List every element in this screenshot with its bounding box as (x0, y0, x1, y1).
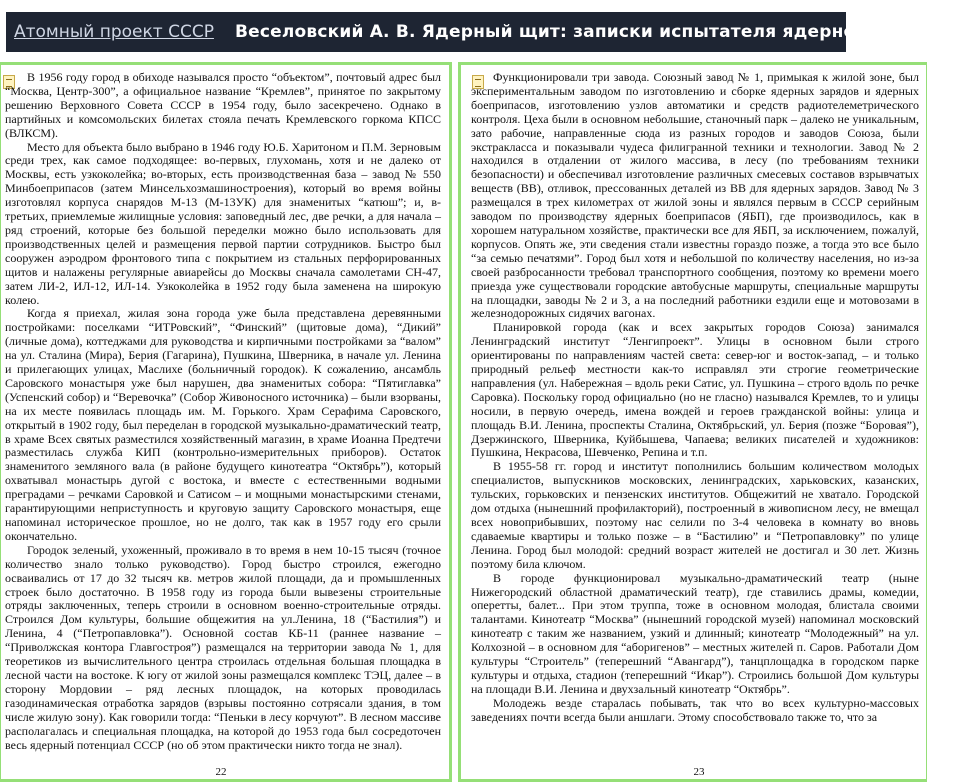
paragraph: В 1955-58 гг. город и институт пополнились большим количеством молодых специалистов, выпускников московских, ленинградских, харьковских, казанских, тульских, горьковских и пензенских институтов. Общежитий не хватало. Городской дом отдыха (нынешний профилакторий), построенный в живописном лесу, не вмещал всех новоприбывших, поэтому нас селили по 3-4 человека в комнату во вновь сдаваемые квартиры и только позже – в “Бастилию” и “Петропавловку” по улице Ленина. Город был молодой: средний возраст жителей не достигал и 30 лет. Жизнь поэтому била ключом. (471, 459, 919, 571)
page-22[interactable] (0, 62, 452, 782)
paragraph: Городок зеленый, ухоженный, проживало в то время в нем 10-15 тысяч (точное количество знало только руководство). Город быстро строился, ежегодно осваивались от 17 до 32 тысяч кв. метров жилой площади, да и промышленных строек было достаточно. В 1958 году из города были вывезены строительные отряды заключенных, теперь строили в основном военно-строительные отряды. Строился Дом культуры, большие общежития на ул.Ленина, 18 (“Бастилия”) и Ленина, 4 (“Петропавловка”). Основной состав КБ-11 (раннее название – “Приволжская контора Главгостроя”) размещался на территории завода № 1, для теоретиков из вычислительного центра строилась отдельная большая площадка в лесной части на востоке. К югу от жилой зоны размещался комплекс ТЭЦ, далее – в сторону Мордовии – ряд лесных площадок, на которых проводилась газодинамическая отработка зарядов (взрывы постоянно сотрясали здания, в том числе жилую зону). Как говорили тогда: “Пеньки в лесу корчуют”. В лесном массиве располагалась и специальная площадка, на которой до 1953 года был сосредоточен весь ядерный потенциал СССР (но об этом практически никто тогда не знал). (5, 542, 441, 752)
document-title-bar (6, 12, 978, 52)
paragraph: В 1956 году город в обиходе назывался просто “объектом”, почтовый адрес был “Москва, Центр-300”, а официальное название “Кремлев”, принятое по закрытому решению Верховного Совета СССР в 1954 году, было засекречено. Однако в партийных и комсомольских билетах стояла печать Кремлевского горкома КПСС (ВЛКСМ). (5, 70, 441, 140)
paragraph: Место для объекта было выбрано в 1946 году Ю.Б. Харитоном и П.М. Зерновым среди трех, как самое подходящее: во-первых, глухомань, хотя и не далеко от Москвы, есть узкоколейка; во-вторых, есть производственная база – завод № 550 Минбоеприпасов (затем Минсельхозмашиностроения), который во время войны изготовлял корпуса снарядов М-13 (М-13УК) для знаменитых “катюш”; и, в-третьих, приемлемые жилищные условия: заповедный лес, две речки, а для начала – ряд строений, которые без большой переделки можно было использовать для производственных целей и размещения первой партии сотрудников. Быстро был сооружен аэродром фронтового типа с покрытием из стальных перфорированных щитов и налажены регулярные авиарейсы до Москвы сначала самолетами СН-47, затем ЛИ-2, ИЛ-12, ИЛ-14. Узкоколейка в 1952 году была заменена на широкую колею. (5, 139, 441, 307)
paragraph: Планировкой города (как и всех закрытых городов Союза) занимался Ленинградский институт “Ленгипроект”. Улицы в основном были строго ориентированы по направлениям частей света: север-юг и восток-запад, – и только природный рельеф местности как-то исправлял эти строгие геометрические направления (ул. Набережная – вдоль реки Сатис, ул. Пушкина – строго вдоль по речке Саровка). Поскольку город официально (но не гласно) назывался Кремлев, то и улицы носили, в первую очередь, имена вождей и героев гражданской войны: улица и площадь В.И. Ленина, проспекты Сталина, Октябрьский, ул. Берия (позже “Боровая”), Дзержинского, Шверника, Куйбышева, Чапаева; великих писателей и художников: Пушкина, Некрасова, Шевченко, Репина и т.п. (471, 320, 919, 460)
paragraph: Функционировали три завода. Союзный завод № 1, примыкая к жилой зоне, был экспериментальным заводом по изготовлению и сборке ядерных зарядов и ядерных боеприпасов, изготовлению узлов автоматики и средств радиотелеметрического контроля. Цеха были в основном небольшие, станочный парк – далеко не уникальным, зато рабочие, направленные сюда из разных городов и заводов Союза, были экстракласса и показывали чудеса филигранной техники и технологии. Завод № 2 находился в отдалении от жилого массива, в лесу (по требованиям техники безопасности) и обеспечивал изготовление различных смесевых составов взрывчатых веществ (ВВ), отливок, прессованных деталей из ВВ для ядерных зарядов. Завод № 3 размещался в трех километрах от жилой зоны и являлся первым в СССР серийным заводом по производству ядерных боеприпасов (ЯБП), где производилось, как в хорошем натуральном хозяйстве, практически все для ЯБП, за исключением, пожалуй, корпусов. Опять же, эти сведения стали известны гораздо позже, а тогда это все было “за семью печатями”. Город был хотя и небольшой по количеству населения, но из-за своей разбросанности требовал транспортного сообщения, поэтому ко времени моего приезда уже существовали городские автобусные маршруты, специальные маршруты на площадки, заводы № 2 и 3, а на последний работники ездили еще и мотовозами в железнодорожных сидячих вагонах. (471, 70, 919, 321)
paragraph: В городе функционировал музыкально-драматический театр (ныне Нижегородский областной драматический театр), где ставились драмы, комедии, оперетты, балет... При этом труппа, тоже в основном молодая, блистала своими талантами. Кинотеатр “Москва” (нынешний городской музей) напоминал московский кинотеатр с таким же названием, узкий и длинный; кинотеатр “Молодежный” на ул. Колхозной – в основном для “аборигенов” – местных жителей п. Саров. Работали Дом культуры “Строитель” (теперешний “Авангард”), танцплощадка в городском парке культуры и отдыха, стадион (теперешний “Икар”). Строились большой Дом культуры на площади В.И. Ленина и двухзальный кинотеатр “Октябрь”. (471, 570, 919, 696)
page-22-text (5, 71, 441, 752)
site-title-link[interactable]: Атомный проект СССР (14, 22, 214, 42)
page-number: 23 (693, 766, 705, 778)
page-23[interactable] (458, 62, 927, 782)
document-title: Веселовский А. В. Ядерный щит: записки испытателя ядерного оружия... (234, 22, 978, 42)
paragraph: Когда я приехал, жилая зона города уже была представлена деревянными постройками: поселками “ИТРовский”, “Финский” (щитовые дома), “Дикий” (личные дома), коттеджами для руководства и кирпичными постройками за “валом” на ул. Сталина (Мира), Берия (Гагарина), Пушкина, Шверника, в начале ул. Ленина и прилегающих улицах, Маслихе (больничный городок). К сожалению, ансамбль Саровского монастыря уже был нарушен, два знаменитых собора: “Пятиглавка” (Успенский собор) и “Веревочка” (Собор Живоносного источника) – были взорваны, на их месте появилась площадь им. М. Горького. Храм Серафима Саровского, открытый в 1902 году, был переделан в городской музыкально-драматический театр, в храме Всех святых разместился хозяйственный магазин, в храме Иоанна Предтечи разместилась служба КИП (контрольно-измерительных приборов). Остаток знаменитого земляного вала (в районе будущего кинотеатра “Октябрь”), который охватывал монастырь дугой с востока, и вместе с естественными водными преградами – речками Саровкой и Сатисом – и мощными монастырскими стенами, гарантирующими неприступность и круговую защиту Саровского монастыря, еще напоминал историческое прошлое, но не долго, так как в 1957 году его срыли окончательно. (5, 306, 441, 543)
page-number: 22 (215, 766, 227, 778)
paragraph: Молодежь везде старалась побывать, так что во всех культурно-массовых заведениях почти всегда были аншлаги. Этому способствовало также то, что за (471, 695, 919, 724)
page-23-text (471, 71, 919, 725)
